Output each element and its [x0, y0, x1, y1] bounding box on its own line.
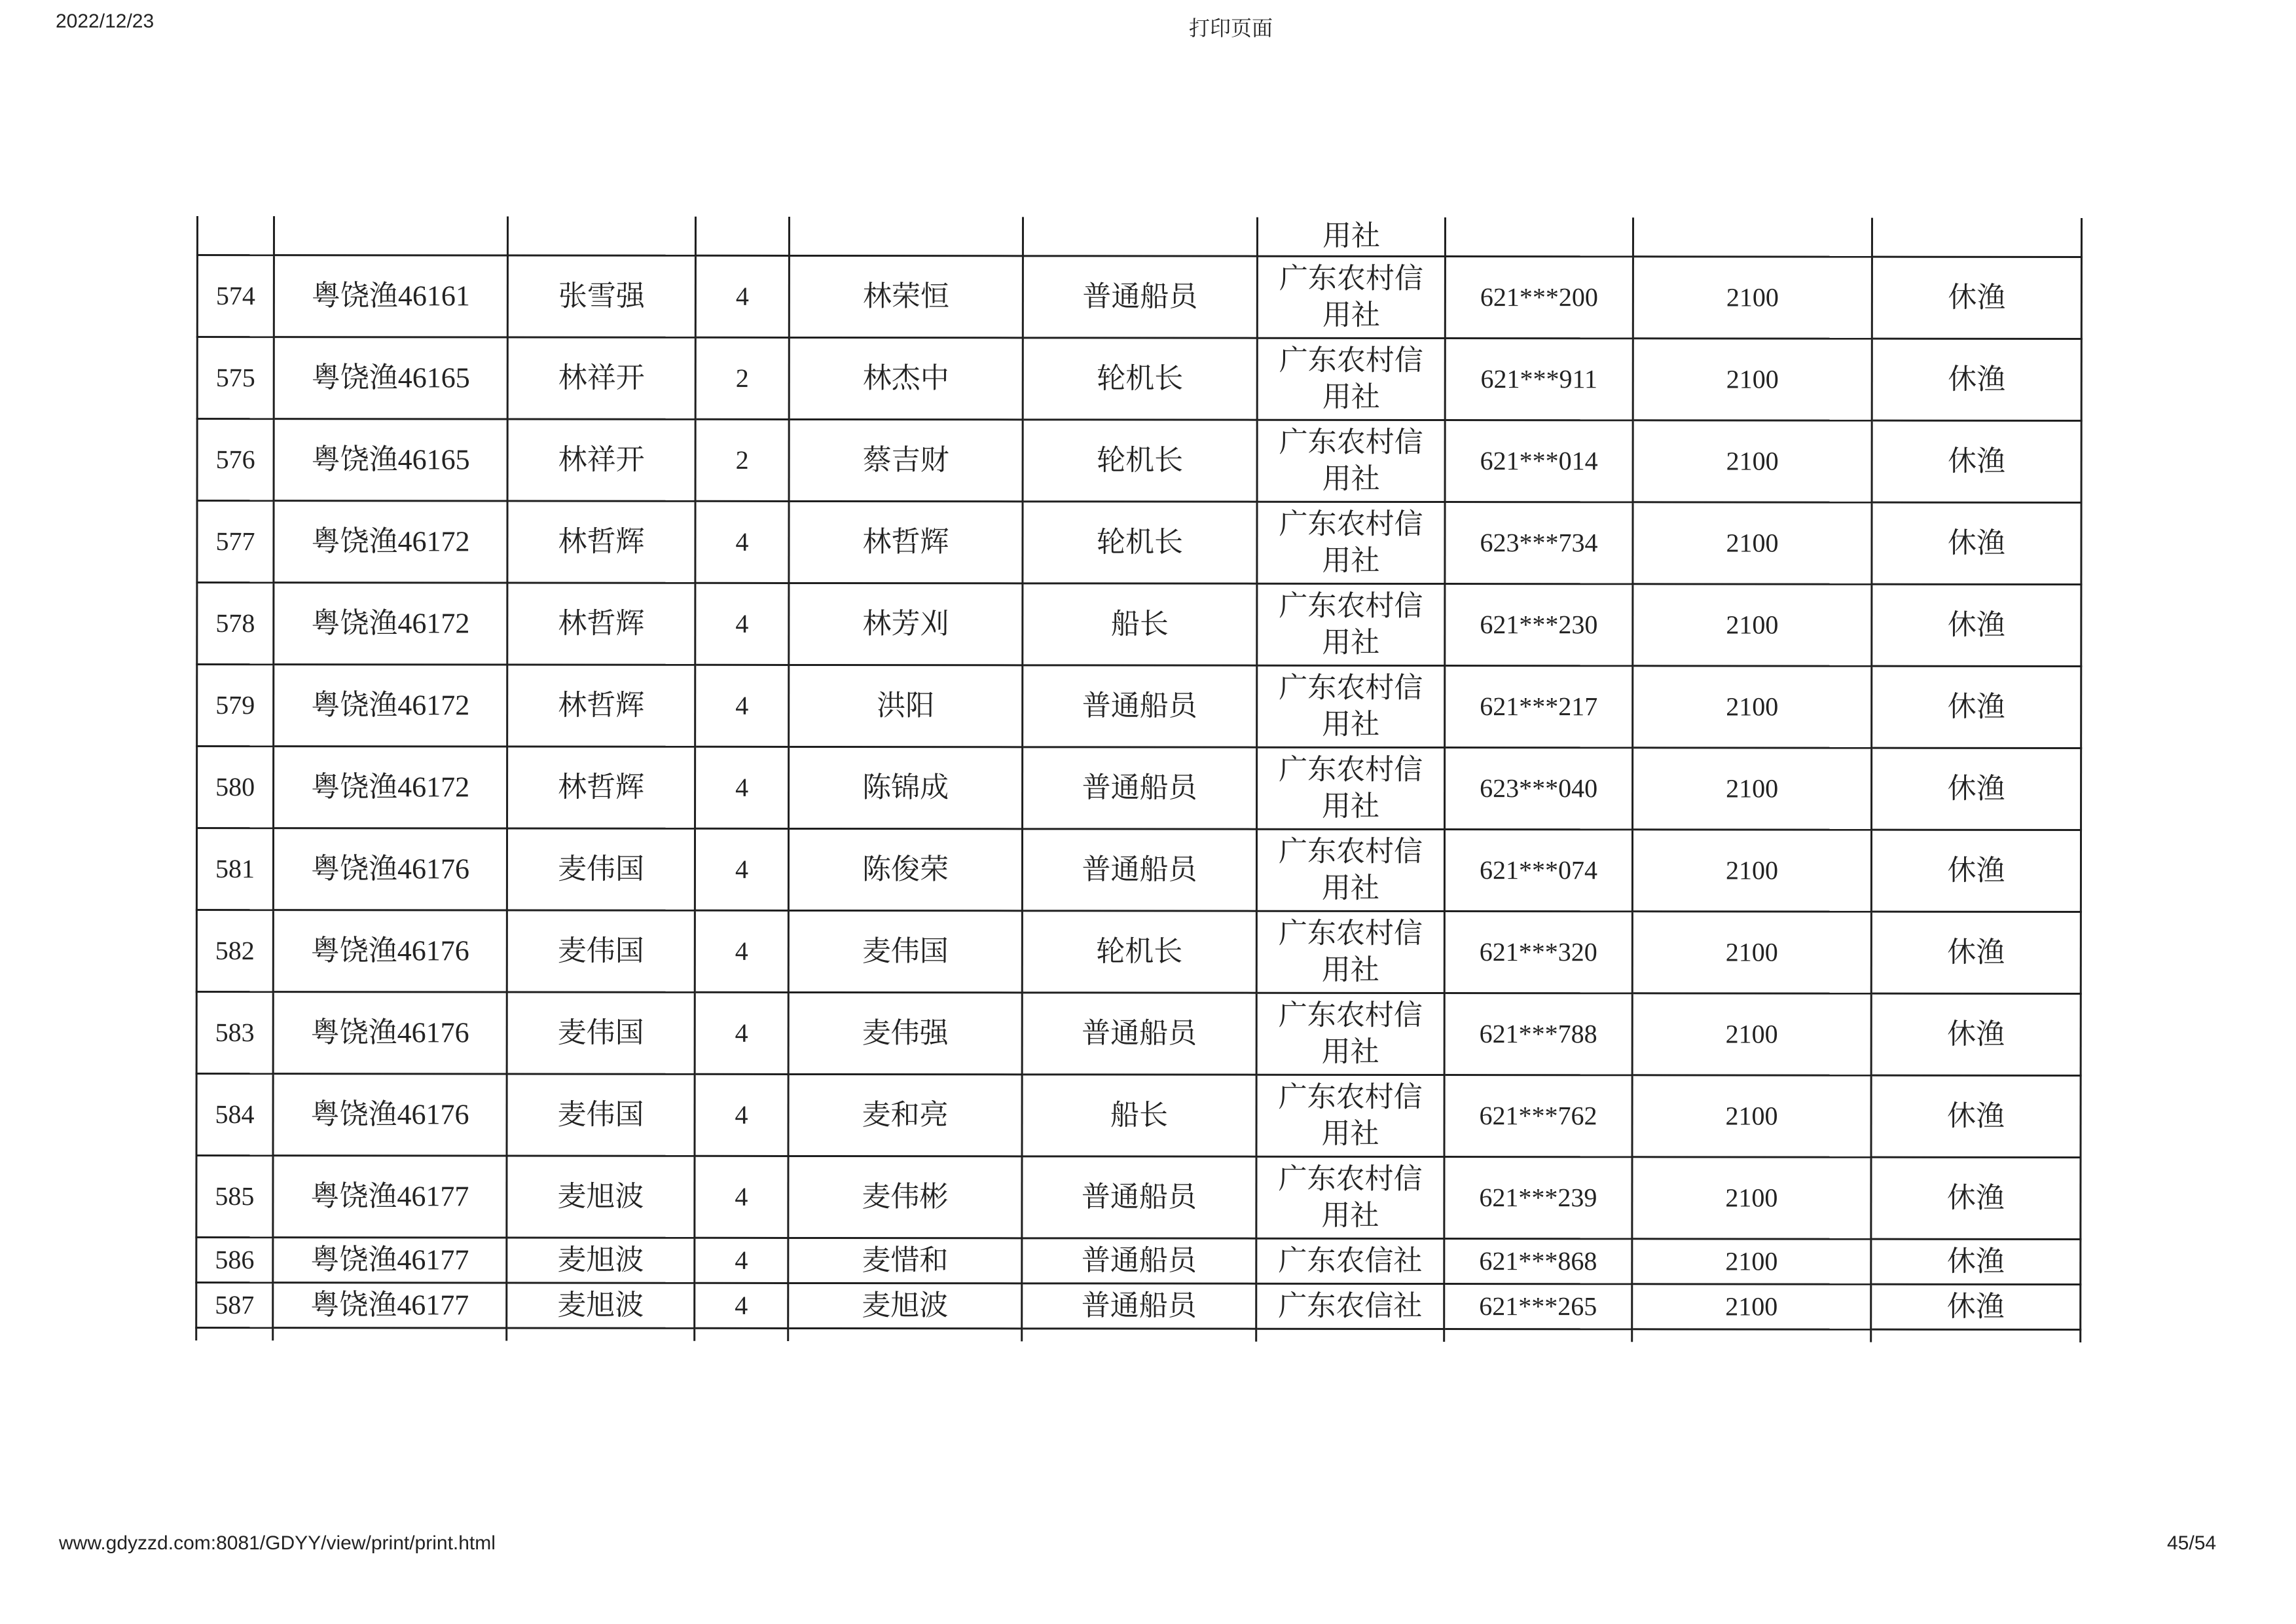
bank-cell: [1257, 420, 1445, 502]
crew-count-cell: 4: [695, 665, 789, 747]
amount-cell: 2100: [1633, 748, 1872, 830]
role-cell: 普通船员: [1022, 829, 1256, 911]
ship-id-cell: [273, 1156, 507, 1238]
role-cell: 普通船员: [1023, 665, 1257, 747]
table-cell: [1445, 217, 1633, 257]
ship-number: 46172: [397, 771, 470, 803]
ship-prefix: 粤饶渔: [310, 1179, 397, 1213]
subsidy-type-cell: 休渔: [1872, 420, 2081, 502]
bank-name-line: 用社: [1322, 789, 1380, 823]
bank-name-line: 广东农村信: [1279, 261, 1423, 295]
bank-cell: [1257, 338, 1445, 420]
ship-id-cell: [273, 910, 507, 992]
table-row: [196, 910, 2081, 994]
table-cell: [196, 1328, 273, 1341]
owner-cell: 林哲辉: [507, 747, 695, 828]
name-cell: 林荣恒: [789, 255, 1023, 337]
bank-name-line: 用社: [1322, 380, 1380, 414]
table-cell: [507, 1328, 695, 1341]
bank-cell: [1257, 583, 1445, 665]
role-cell: 船长: [1023, 583, 1257, 665]
account-cell: 621***217: [1445, 665, 1633, 747]
crew-count-cell: 4: [695, 1074, 788, 1156]
bank-name-line: 用社: [1322, 625, 1380, 659]
amount-cell: 2100: [1632, 1157, 1871, 1239]
role-cell: 普通船员: [1022, 1283, 1256, 1329]
table-cell: [1022, 1329, 1256, 1342]
role-cell: 轮机长: [1022, 911, 1256, 993]
name-cell: 麦伟强: [788, 992, 1022, 1074]
ship-prefix: 粤饶渔: [310, 1288, 397, 1322]
ship-prefix: 粤饶渔: [310, 1098, 397, 1132]
bank-name-line: 用社: [1321, 1116, 1379, 1151]
account-cell: 621***230: [1445, 583, 1633, 665]
account-cell: 621***788: [1444, 993, 1632, 1075]
row-number-cell: 574: [197, 255, 274, 337]
owner-cell: 麦旭波: [507, 1156, 695, 1238]
bank-name-line: 广东农村信: [1278, 1080, 1423, 1114]
account-cell: 621***014: [1445, 420, 1633, 502]
name-cell: 陈锦成: [789, 747, 1023, 828]
crew-count-cell: 4: [695, 501, 789, 583]
table-cell: [1632, 1329, 1871, 1342]
table-cell: [695, 217, 789, 256]
table-cell: [789, 217, 1023, 256]
table-cell: [695, 1328, 788, 1341]
crew-count-cell: 4: [695, 992, 788, 1074]
table-row: [196, 828, 2081, 912]
row-number-cell: 576: [197, 419, 274, 501]
ship-id-cell: [274, 337, 507, 419]
ship-number: 46172: [397, 607, 470, 640]
owner-cell: 张雪强: [507, 255, 695, 337]
table-row: [197, 665, 2081, 748]
role-cell: 普通船员: [1023, 256, 1257, 338]
ship-id-cell: [273, 1283, 507, 1328]
amount-cell: 2100: [1633, 257, 1872, 339]
bank-cell: [1256, 911, 1444, 993]
bank-name-line: 广东农村信: [1278, 998, 1423, 1032]
subsidy-type-cell: 休渔: [1872, 748, 2081, 830]
footer-url: www.gdyzzd.com:8081/GDYY/view/print/print.html: [59, 1532, 496, 1554]
owner-cell: 林祥开: [507, 337, 695, 419]
bank-cell: 用社: [1257, 217, 1445, 257]
ship-id-cell: [273, 992, 507, 1074]
name-cell: 蔡吉财: [789, 419, 1023, 501]
name-cell: 麦旭波: [788, 1283, 1022, 1328]
ship-prefix: 粤饶渔: [311, 361, 398, 395]
table-cell: [197, 216, 274, 255]
ship-prefix: 粤饶渔: [311, 688, 398, 722]
amount-cell: 2100: [1632, 830, 1871, 912]
ship-id-cell: [274, 747, 507, 828]
role-cell: 普通船员: [1022, 1238, 1256, 1283]
bank-name-line: 广东农村信: [1279, 343, 1423, 377]
subsidy-type-cell: 休渔: [1871, 1239, 2081, 1284]
table-cell: [507, 216, 695, 255]
amount-cell: 2100: [1633, 666, 1872, 748]
account-cell: 621***265: [1444, 1283, 1632, 1329]
ship-number: 46172: [397, 689, 470, 722]
ship-number: 46176: [397, 1098, 469, 1131]
account-cell: 623***734: [1445, 502, 1633, 583]
account-cell: 621***868: [1444, 1238, 1632, 1283]
row-number-cell: 587: [196, 1283, 273, 1328]
ship-id-cell: [274, 501, 507, 583]
name-cell: 林哲辉: [789, 501, 1023, 583]
ship-id-cell: [274, 419, 507, 501]
bank-name-line: 广东农村信: [1279, 589, 1423, 623]
bank-name-line: 用社: [1322, 298, 1380, 332]
row-number-cell: 583: [196, 992, 273, 1074]
crew-count-cell: 2: [695, 419, 789, 501]
bank-name-line: 用社: [1322, 544, 1380, 578]
amount-cell: 2100: [1632, 1239, 1871, 1284]
ship-number: 46177: [397, 1244, 469, 1276]
ship-prefix: 粤饶渔: [310, 1016, 397, 1050]
crew-count-cell: 4: [695, 747, 789, 828]
table-row: [197, 337, 2081, 421]
role-cell: 普通船员: [1022, 993, 1256, 1075]
bank-cell: [1257, 502, 1445, 583]
subsidy-type-cell: 休渔: [1871, 912, 2081, 993]
ship-prefix: 粤饶渔: [311, 770, 398, 804]
row-number-cell: 575: [197, 337, 274, 419]
table-cell: [1633, 217, 1872, 257]
continuation-row: [196, 1328, 2081, 1343]
table-cell: [788, 1328, 1022, 1341]
table-cell: [274, 216, 507, 255]
roster-table: [195, 216, 2083, 1342]
row-number-cell: 584: [196, 1074, 273, 1156]
ship-id-cell: [274, 583, 507, 665]
crew-count-cell: 4: [695, 1156, 788, 1238]
owner-cell: 麦伟国: [507, 992, 695, 1074]
crew-count-cell: 4: [695, 1283, 788, 1328]
ship-prefix: 粤饶渔: [310, 852, 397, 886]
subsidy-type-cell: 休渔: [1872, 584, 2081, 666]
bank-cell: [1256, 1283, 1444, 1329]
crew-count-cell: 4: [695, 828, 788, 910]
subsidy-type-cell: 休渔: [1871, 1157, 2081, 1239]
row-number-cell: 581: [196, 828, 273, 910]
crew-count-cell: 4: [695, 255, 789, 337]
continuation-row: [197, 216, 2081, 257]
table-cell: [1871, 1329, 2081, 1342]
ship-prefix: 粤饶渔: [311, 525, 398, 559]
name-cell: 麦惜和: [788, 1238, 1022, 1283]
bank-name-line: 用社: [1321, 1035, 1379, 1069]
crew-count-cell: 4: [695, 583, 789, 665]
owner-cell: 林祥开: [507, 419, 695, 501]
subsidy-type-cell: 休渔: [1871, 1284, 2081, 1329]
owner-cell: 林哲辉: [507, 501, 695, 583]
ship-number: 46176: [397, 1016, 469, 1049]
subsidy-type-cell: 休渔: [1872, 502, 2081, 584]
owner-cell: 麦伟国: [507, 828, 695, 910]
table-cell: [273, 1328, 507, 1341]
bank-name-line: 用社: [1321, 871, 1379, 905]
owner-cell: 林哲辉: [507, 583, 695, 665]
bank-name-line: 用社: [1322, 462, 1380, 496]
table-row: [197, 255, 2081, 339]
role-cell: 普通船员: [1022, 1156, 1256, 1238]
subsidy-type-cell: 休渔: [1872, 257, 2081, 339]
name-cell: 麦伟彬: [788, 1156, 1022, 1238]
owner-cell: 麦伟国: [507, 1074, 695, 1156]
ship-number: 46176: [397, 853, 469, 885]
table-cell: [1023, 217, 1257, 256]
name-cell: 林芳刈: [789, 583, 1023, 665]
ship-number: 46172: [397, 525, 470, 558]
bank-name-line: 广东农村信: [1278, 916, 1423, 950]
role-cell: 轮机长: [1023, 338, 1257, 420]
name-cell: 陈俊荣: [788, 828, 1022, 910]
bank-name-line: 广东农信社: [1278, 1289, 1423, 1323]
bank-cell: [1257, 665, 1445, 747]
bank-name-line: 广东农村信: [1279, 671, 1423, 705]
table-row: [196, 1074, 2081, 1158]
amount-cell: 2100: [1632, 912, 1871, 993]
ship-id-cell: [273, 828, 507, 910]
row-number-cell: 579: [197, 665, 274, 747]
amount-cell: 2100: [1632, 1075, 1871, 1157]
ship-number: 46161: [397, 280, 470, 312]
table-cell: [1444, 1329, 1632, 1342]
bank-name-line: 用社: [1321, 1198, 1379, 1232]
owner-cell: 麦旭波: [507, 1283, 695, 1328]
row-number-cell: 578: [197, 583, 274, 665]
account-cell: 623***040: [1445, 747, 1633, 829]
table-row: [197, 583, 2081, 667]
bank-name-line: 广东农信社: [1278, 1244, 1423, 1278]
ship-number: 46177: [397, 1289, 469, 1321]
subsidy-type-cell: 休渔: [1871, 993, 2081, 1075]
account-cell: 621***911: [1445, 338, 1633, 420]
name-cell: 麦和亮: [788, 1074, 1022, 1156]
bank-cell: [1256, 1238, 1444, 1283]
subsidy-type-cell: 休渔: [1872, 666, 2081, 748]
crew-count-cell: 4: [695, 910, 788, 992]
account-cell: 621***762: [1444, 1075, 1632, 1156]
table-row: [197, 419, 2081, 503]
roster-table-container: [195, 216, 2081, 1351]
bank-name-line: 广东农村信: [1279, 752, 1423, 786]
ship-number: 46165: [397, 361, 470, 394]
owner-cell: 麦伟国: [507, 910, 695, 992]
row-number-cell: 582: [196, 910, 273, 992]
bank-name-line: 广东农村信: [1278, 1162, 1423, 1196]
row-number-cell: 577: [197, 501, 274, 583]
amount-cell: 2100: [1633, 420, 1872, 502]
name-cell: 麦伟国: [788, 910, 1022, 992]
bank-cell: [1256, 993, 1444, 1075]
ship-number: 46165: [397, 443, 470, 476]
account-cell: 621***320: [1444, 911, 1632, 993]
amount-cell: 2100: [1633, 584, 1872, 666]
role-cell: 轮机长: [1023, 502, 1257, 583]
name-cell: 林杰中: [789, 337, 1023, 419]
bank-cell: [1257, 256, 1445, 338]
ship-prefix: 粤饶渔: [311, 606, 398, 640]
ship-prefix: 粤饶渔: [311, 279, 398, 313]
row-number-cell: 580: [197, 747, 274, 828]
ship-number: 46177: [397, 1180, 469, 1213]
role-cell: 船长: [1022, 1075, 1256, 1156]
account-cell: 621***200: [1445, 256, 1633, 338]
subsidy-type-cell: 休渔: [1872, 339, 2081, 420]
ship-id-cell: [273, 1074, 507, 1156]
role-cell: 轮机长: [1023, 420, 1257, 502]
table-row: [197, 747, 2081, 830]
table-cell: [1256, 1329, 1444, 1342]
page-title: 打印页面: [1188, 16, 1273, 41]
ship-number: 46176: [397, 934, 469, 967]
ship-id-cell: [274, 255, 507, 337]
table-row: [196, 1283, 2081, 1330]
amount-cell: 2100: [1633, 502, 1872, 584]
bank-cell: [1257, 747, 1445, 829]
print-date: 2022/12/23: [56, 10, 155, 32]
bank-name-line: 用社: [1321, 953, 1379, 987]
table-row: [196, 1238, 2081, 1285]
table-row: [197, 501, 2081, 585]
page-number: 45/54: [2167, 1532, 2217, 1554]
subsidy-type-cell: 休渔: [1871, 830, 2081, 912]
ship-prefix: 粤饶渔: [311, 443, 398, 477]
bank-name-line: 广东农村信: [1278, 834, 1423, 868]
account-cell: 621***239: [1444, 1156, 1632, 1238]
bank-cell: [1256, 829, 1444, 911]
amount-cell: 2100: [1633, 339, 1872, 420]
row-number-cell: 586: [196, 1238, 273, 1283]
name-cell: 洪阳: [789, 665, 1023, 747]
row-number-cell: 585: [196, 1156, 273, 1238]
subsidy-type-cell: 休渔: [1871, 1075, 2081, 1157]
ship-prefix: 粤饶渔: [310, 1243, 397, 1277]
amount-cell: 2100: [1632, 993, 1871, 1075]
bank-name-line: 广东农村信: [1279, 425, 1423, 459]
roster-table-body: [196, 216, 2082, 1342]
role-cell: 普通船员: [1023, 747, 1257, 829]
ship-id-cell: [273, 1238, 507, 1283]
table-row: [196, 1156, 2081, 1240]
table-row: [196, 992, 2081, 1076]
crew-count-cell: 2: [695, 337, 789, 419]
bank-cell: [1256, 1156, 1444, 1238]
account-cell: 621***074: [1444, 829, 1632, 911]
owner-cell: 林哲辉: [507, 665, 695, 747]
ship-prefix: 粤饶渔: [310, 934, 397, 968]
bank-name-line: 广东农村信: [1279, 507, 1423, 541]
amount-cell: 2100: [1632, 1284, 1871, 1329]
bank-cell: [1256, 1075, 1444, 1156]
bank-name-line: 用社: [1322, 707, 1380, 741]
table-cell: [1872, 218, 2081, 257]
crew-count-cell: 4: [695, 1238, 788, 1283]
ship-id-cell: [274, 665, 507, 747]
owner-cell: 麦旭波: [507, 1238, 695, 1283]
